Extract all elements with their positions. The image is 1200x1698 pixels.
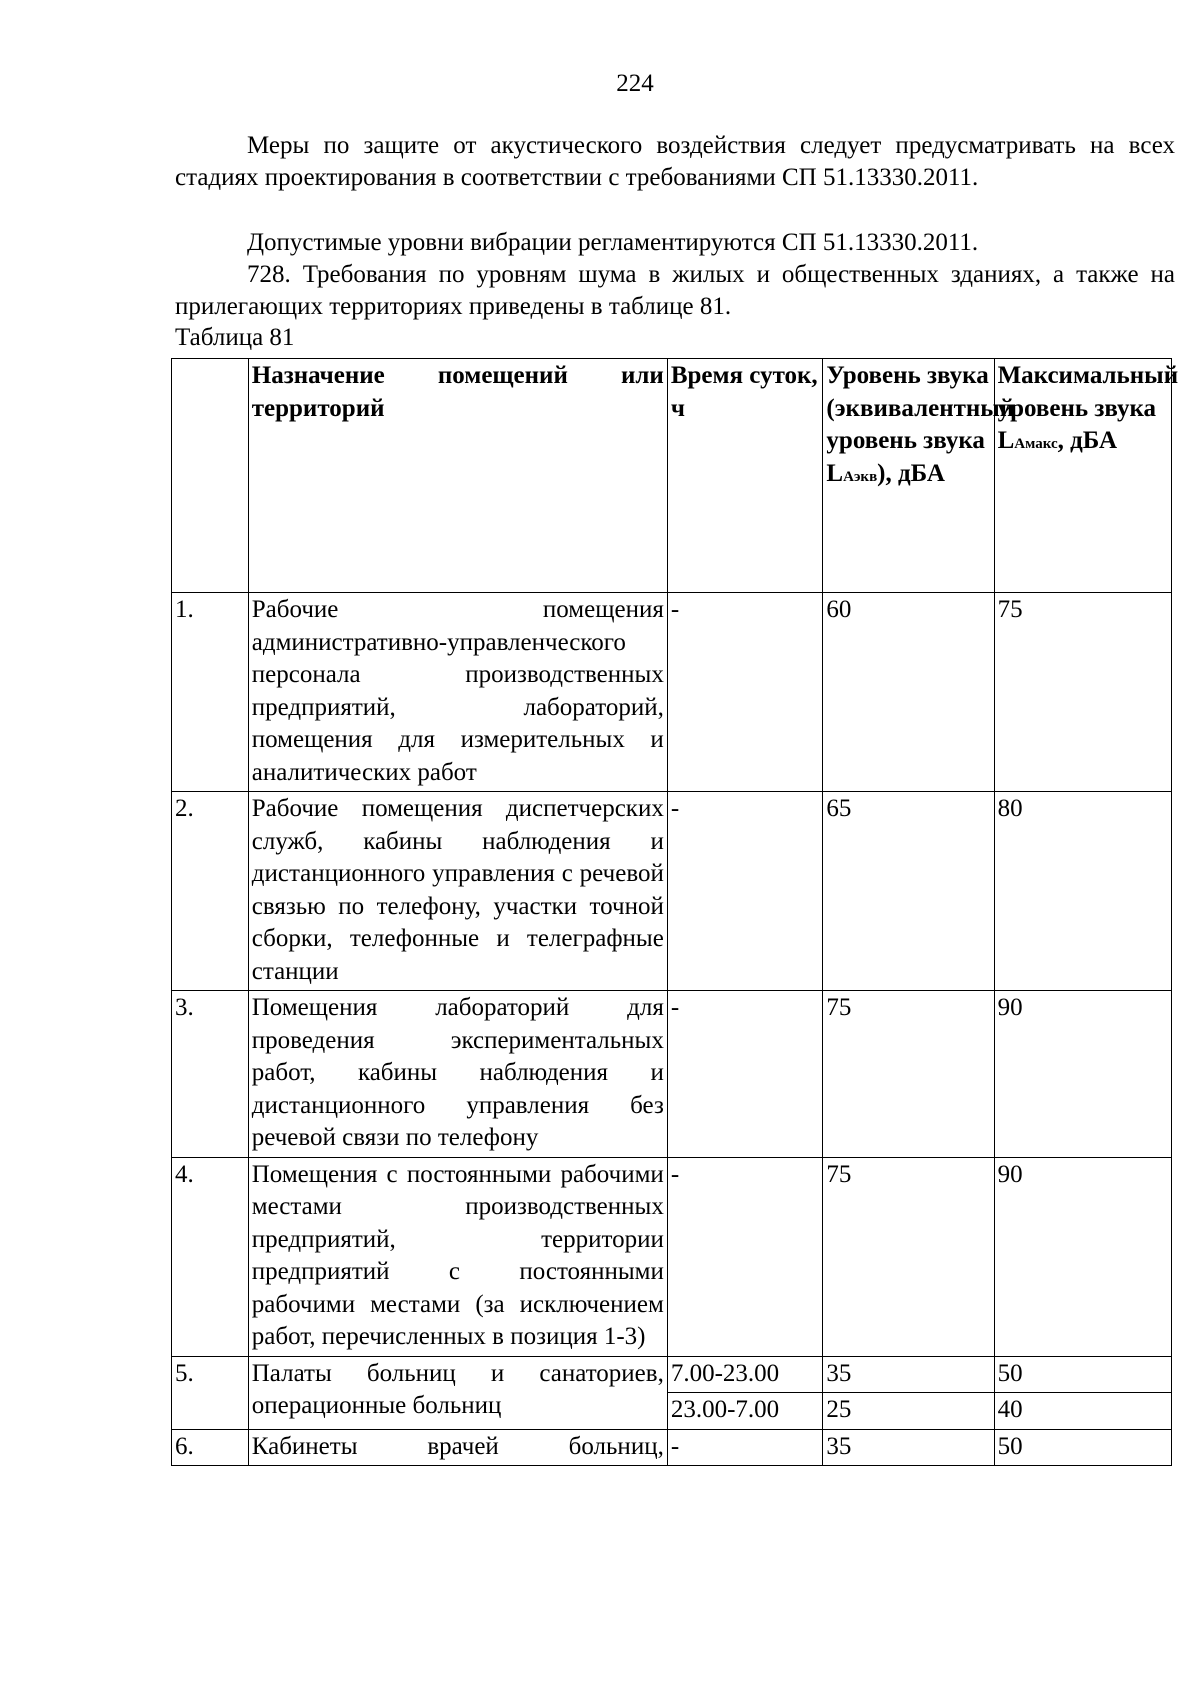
row-sound-level-day: 35 (823, 1356, 994, 1393)
row-max-level: 50 (994, 1429, 1171, 1466)
row-max-level: 80 (994, 792, 1171, 991)
row-time-night: 23.00-7.00 (667, 1393, 823, 1430)
row-time: - (667, 1429, 823, 1466)
paragraph-vibration-levels: Допустимые уровни вибрации регламентируются СП 51.13330.2011. (247, 229, 979, 256)
row-sound-level: 60 (823, 593, 994, 792)
row-max-level: 90 (994, 1157, 1171, 1356)
row-purpose: Рабочие помещения административно-управленческого персонала производственных предприятий, лабораторий, помещения для измерительных и аналитических работ (248, 593, 667, 792)
row-time: - (667, 1157, 823, 1356)
header-time: Время суток, ч (667, 359, 823, 593)
table-row (172, 1429, 1172, 1466)
noise-levels-table (171, 358, 1179, 1466)
row-time: - (667, 593, 823, 792)
row-number: 5. (172, 1356, 249, 1429)
row-purpose: Помещения лабораторий для проведения экспериментальных работ, кабины наблюдения и дистанционного управления без речевой связи по телефону (248, 991, 667, 1158)
table-row (172, 1356, 1172, 1393)
header-max-level-unit: , дБА (1057, 427, 1118, 454)
paragraph-acoustic-protection: Меры по защите от акустического воздействия следует предусматривать на всех стадиях проектирования в соответствии с требованиями СП 51.13330.2011. (175, 132, 1175, 191)
page-number: 224 (616, 70, 654, 97)
row-sound-level: 65 (823, 792, 994, 991)
table-row (172, 1157, 1172, 1356)
header-sound-level (823, 359, 1015, 593)
row-max-level-night: 40 (994, 1393, 1171, 1430)
row-number: 2. (172, 792, 249, 991)
table-caption: Таблица 81 (175, 324, 295, 351)
header-max-level-text: Максимальный уровень звука L (997, 362, 1179, 454)
row-time: - (667, 991, 823, 1158)
row-sound-level: 75 (823, 1157, 994, 1356)
row-time-day: 7.00-23.00 (667, 1356, 823, 1393)
row-purpose: Палаты больниц и санаториев, операционные больниц (248, 1356, 667, 1429)
row-sound-level: 75 (823, 991, 994, 1158)
header-max-level (994, 359, 1179, 593)
row-purpose: Помещения с постоянными рабочими местами производственных предприятий, территории предприятий с постоянными рабочими местами (за исключением работ, перечисленных в позиция 1-3) (248, 1157, 667, 1356)
row-sound-level: 35 (823, 1429, 994, 1466)
table-row (172, 792, 1172, 991)
header-sound-level-text: Уровень звука (эквивалентный уровень звука L (826, 362, 1015, 487)
row-max-level: 75 (994, 593, 1171, 792)
row-number: 4. (172, 1157, 249, 1356)
table-header-row (172, 359, 1172, 593)
table-row (172, 991, 1172, 1158)
row-time: - (667, 792, 823, 991)
row-max-level: 90 (994, 991, 1171, 1158)
header-sound-level-unit: ), дБА (877, 459, 945, 487)
row-purpose: Рабочие помещения диспетчерских служб, кабины наблюдения и дистанционного управления с речевой связью по телефону, участки точной сборки, телефонные и телеграфные станции (248, 792, 667, 991)
row-number: 1. (172, 593, 249, 792)
row-max-level-day: 50 (994, 1356, 1171, 1393)
paragraph-noise-requirements: 728. Требования по уровням шума в жилых и общественных зданиях, а также на прилегающих территориях приведены в таблице 81. (175, 261, 1175, 320)
row-sound-level-night: 25 (823, 1393, 994, 1430)
table-row (172, 593, 1172, 792)
row-purpose: Кабинеты врачей больниц, (248, 1429, 667, 1466)
header-sound-level-subscript: Аэкв (843, 468, 878, 485)
header-purpose: Назначение помещений или территорий (248, 359, 667, 593)
header-max-level-subscript: Амакс (1014, 436, 1058, 452)
row-number: 6. (172, 1429, 249, 1466)
row-number: 3. (172, 991, 249, 1158)
header-number-cell (172, 359, 249, 593)
